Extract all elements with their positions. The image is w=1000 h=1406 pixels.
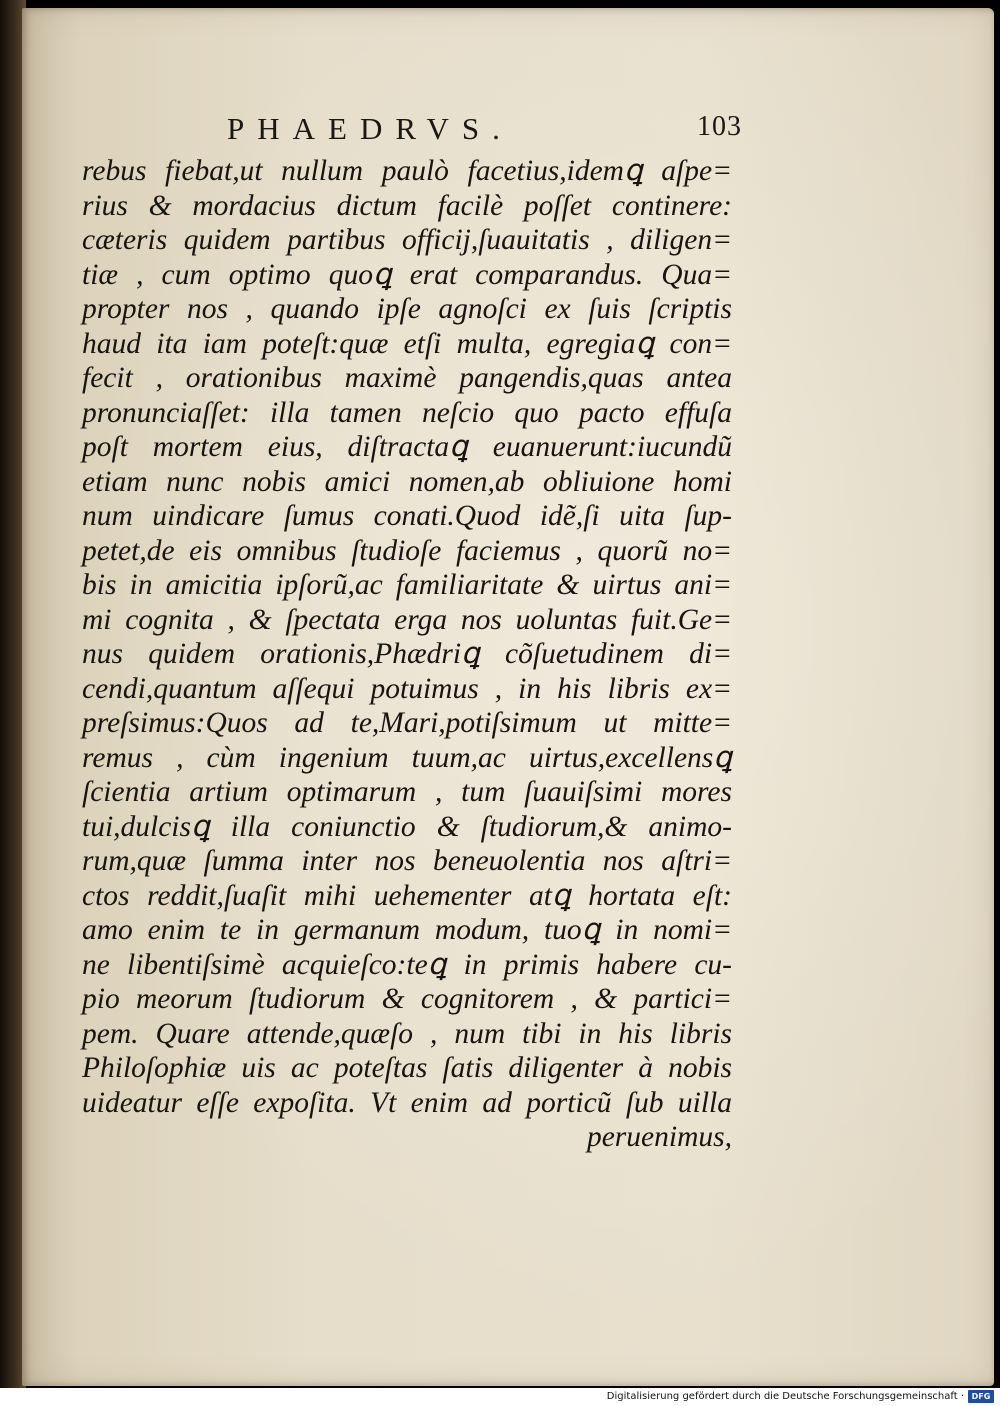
running-head (22, 103, 994, 153)
digitization-footer (0, 1388, 1000, 1406)
text-line: Philoſophiæ uis ac poteſtas ſatis diligenter à nobis (82, 1052, 732, 1084)
text-line: pio meorum ſtudiorum & cognitorem , & partici= (82, 983, 732, 1015)
text-line: num uindicare ſumus conati.Quod idẽ,ſi uita ſup- (82, 500, 732, 532)
text-line: rius & mordacius dictum facilè poſſet continere: (82, 189, 732, 222)
text-line: propter nos , quando ipſe agnoſci ex ſuis ſcriptis (82, 293, 732, 325)
book-page (22, 8, 994, 1386)
dfg-logo: DFG (968, 1390, 994, 1403)
text-line: uideatur eſſe expoſita. Vt enim ad porticũ ſub uilla (82, 1086, 732, 1119)
text-line: haud ita iam poteſt:quæ etſi multa, egregiaꝗ con= (82, 327, 732, 360)
text-line: ne libentiſsimè acquieſco:teꝗ in primis habere cu- (82, 948, 732, 981)
text-line: poſt mortem eius, diſtractaꝗ euanuerunt:iucundũ (82, 431, 732, 463)
running-title: PHAEDRVS. (227, 111, 513, 146)
text-line: pem. Quare attende,quæſo , num tibi in his libris (82, 1017, 732, 1050)
text-line: nus quidem orationis,Phædriꝗ cõſuetudinem di= (82, 638, 732, 670)
text-line: rum,quæ ſumma inter nos beneuolentia nos aſtri= (82, 845, 732, 877)
text-line: cendi,quantum aſſequi potuimus , in his libris ex= (82, 672, 732, 705)
text-line: remus , cùm ingenium tuum,ac uirtus,excellensꝗ (82, 741, 732, 774)
text-line: pronunciaſſet: illa tamen neſcio quo pacto effuſa (82, 396, 732, 429)
text-line: amo enim te in germanum modum, tuoꝗ in nomi= (82, 914, 732, 946)
text-line: etiam nunc nobis amici nomen,ab obliuione homi (82, 465, 732, 498)
text-line: rebus fiebat,ut nullum paulò facetius,idemꝗ aſpe= (82, 155, 732, 187)
text-line: cæteris quidem partibus officij,ſuauitatis , diligen= (82, 224, 732, 256)
text-line: petet,de eis omnibus ſtudioſe faciemus , quorũ no= (82, 534, 732, 567)
page-number: 103 (697, 111, 742, 142)
text-line: tui,dulcisꝗ illa coniunctio & ſtudiorum,& animo- (82, 810, 732, 843)
text-line: bis in amicitia ipſorũ,ac familiaritate & uirtus ani= (82, 569, 732, 601)
text-line: fecit , orationibus maximè pangendis,quas antea (82, 362, 732, 394)
text-line: peruenimus, (586, 1121, 732, 1153)
text-line: preſsimus:Quos ad te,Mari,potiſsimum ut mitte= (82, 707, 732, 739)
text-line: tiæ , cum optimo quoꝗ erat comparandus. Qua= (82, 258, 732, 291)
text-line: ctos reddit,ſuaſit mihi uehementer atꝗ hortata eſt: (82, 879, 732, 912)
funding-credit: Digitalisierung gefördert durch die Deutsche Forschungsgemeinschaft · (606, 1391, 964, 1402)
text-line: ſcientia artium optimarum , tum ſuauiſsimi mores (82, 776, 732, 808)
body-text (82, 154, 732, 1155)
text-line: mi cognita , & ſpectata erga nos uoluntas fuit.Ge= (82, 603, 732, 636)
